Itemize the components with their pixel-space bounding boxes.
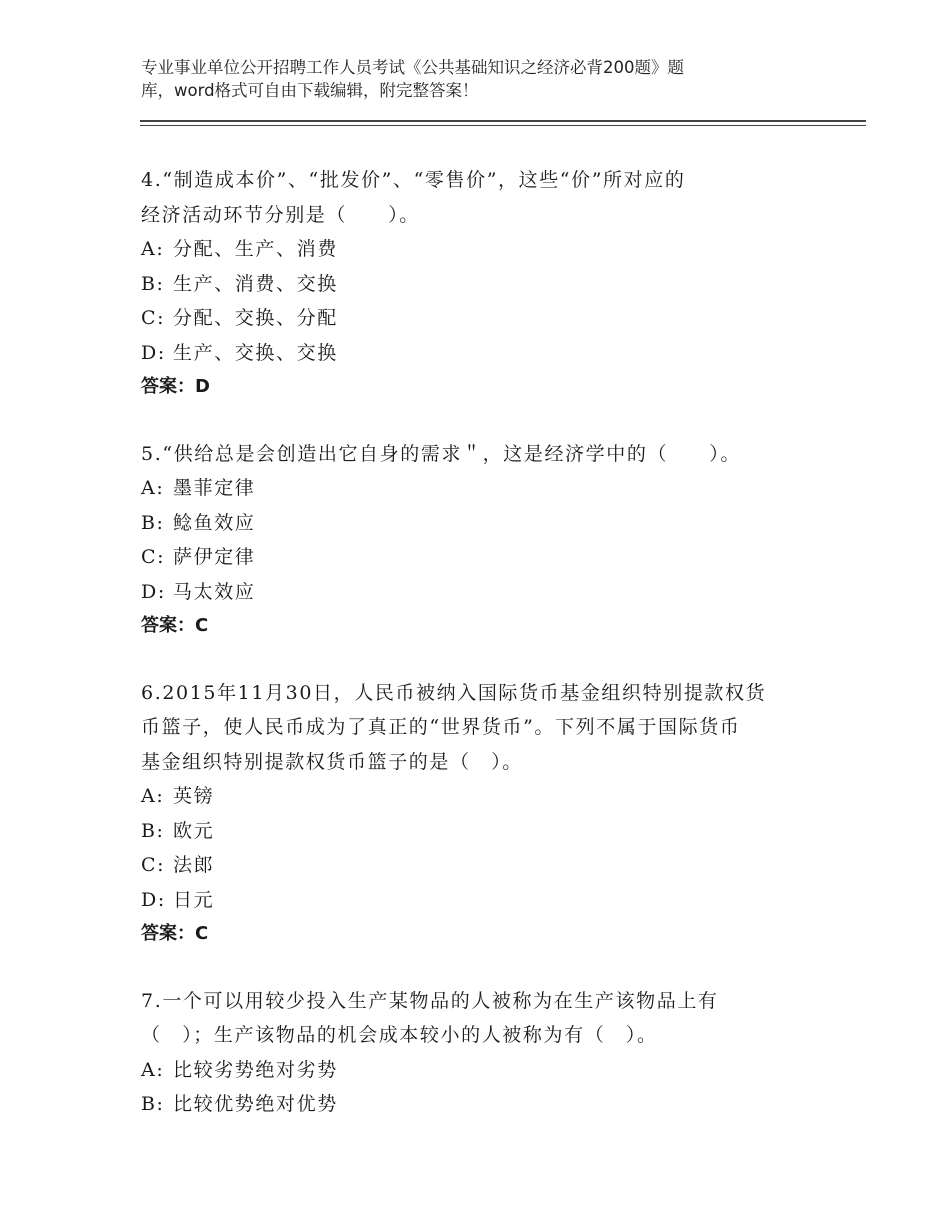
stem-line: 4.“制造成本价”、“批发价”、“零售价”，这些“价”所对应的 — [141, 169, 686, 191]
question-stem — [141, 163, 821, 232]
option-key: B: — [141, 819, 165, 842]
option-c — [141, 540, 821, 575]
answer-label: 答案：D — [141, 376, 210, 397]
header-rule-thick — [140, 120, 866, 122]
stem-line: 7.一个可以用较少投入生产某物品的人被称为在生产该物品上有 — [141, 989, 719, 1012]
document-header — [141, 56, 781, 102]
option-a — [141, 779, 821, 814]
option-d — [141, 883, 821, 918]
option-text: 生产、消费、交换 — [173, 272, 338, 295]
question-7 — [141, 984, 821, 1122]
option-text: 鲶鱼效应 — [173, 511, 256, 534]
option-key: A: — [141, 785, 165, 807]
option-d — [141, 336, 821, 371]
option-text: 比较劣势绝对劣势 — [173, 1058, 338, 1081]
option-text: 分配、交换、分配 — [173, 307, 338, 329]
option-b — [141, 267, 821, 302]
option-d — [141, 575, 821, 610]
question-4 — [141, 163, 821, 405]
question-stem — [141, 676, 821, 780]
option-text: 萨伊定律 — [173, 546, 256, 568]
option-key: B: — [141, 1093, 165, 1115]
stem-line: 经济活动环节分别是（ ）。 — [141, 203, 420, 226]
option-text: 比较优势绝对优势 — [173, 1093, 338, 1115]
stem-line: （ ）；生产该物品的机会成本较小的人被称为有（ ）。 — [141, 1024, 658, 1046]
option-key: D: — [141, 580, 166, 603]
option-key: C: — [141, 307, 166, 329]
header-rule-thin — [140, 125, 866, 126]
option-text: 日元 — [173, 888, 215, 911]
option-text: 墨菲定律 — [173, 477, 256, 499]
option-b — [141, 1087, 821, 1122]
question-stem — [141, 437, 821, 472]
option-key: A: — [141, 477, 165, 499]
stem-line: 基金组织特别提款权货币篮子的是（ ）。 — [141, 750, 523, 773]
question-6 — [141, 676, 821, 952]
stem-line: 6.2015年11月30日，人民币被纳入国际货币基金组织特别提款权货 — [141, 681, 767, 704]
option-key: D: — [141, 341, 166, 364]
option-a — [141, 1053, 821, 1088]
option-c — [141, 848, 821, 883]
option-text: 欧元 — [173, 819, 215, 842]
question-list — [141, 163, 821, 1154]
option-text: 法郎 — [173, 854, 215, 876]
option-b — [141, 814, 821, 849]
option-key: B: — [141, 511, 165, 534]
option-text: 分配、生产、消费 — [173, 238, 338, 260]
option-key: C: — [141, 854, 166, 876]
question-5 — [141, 437, 821, 644]
option-key: C: — [141, 546, 166, 568]
option-text: 马太效应 — [173, 580, 256, 603]
option-a — [141, 232, 821, 267]
header-line-2: 库，word格式可自由下载编辑，附完整答案！ — [141, 81, 479, 100]
option-text: 英镑 — [173, 785, 215, 807]
option-key: D: — [141, 888, 166, 911]
question-stem — [141, 984, 821, 1053]
option-key: A: — [141, 1058, 165, 1081]
option-key: A: — [141, 238, 165, 260]
option-a — [141, 471, 821, 506]
stem-line: 5.“供给总是会创造出它自身的需求＂，这是经济学中的（ ）。 — [141, 442, 741, 465]
option-key: B: — [141, 272, 165, 295]
header-line-1: 专业事业单位公开招聘工作人员考试《公共基础知识之经济必背200题》题 — [141, 58, 684, 77]
answer-label: 答案：C — [141, 923, 209, 944]
option-text: 生产、交换、交换 — [173, 341, 338, 364]
option-c — [141, 301, 821, 336]
stem-line: 币篮子，使人民币成为了真正的“世界货币”。下列不属于国际货币 — [141, 716, 741, 738]
option-b — [141, 506, 821, 541]
answer-label: 答案：C — [141, 615, 209, 636]
